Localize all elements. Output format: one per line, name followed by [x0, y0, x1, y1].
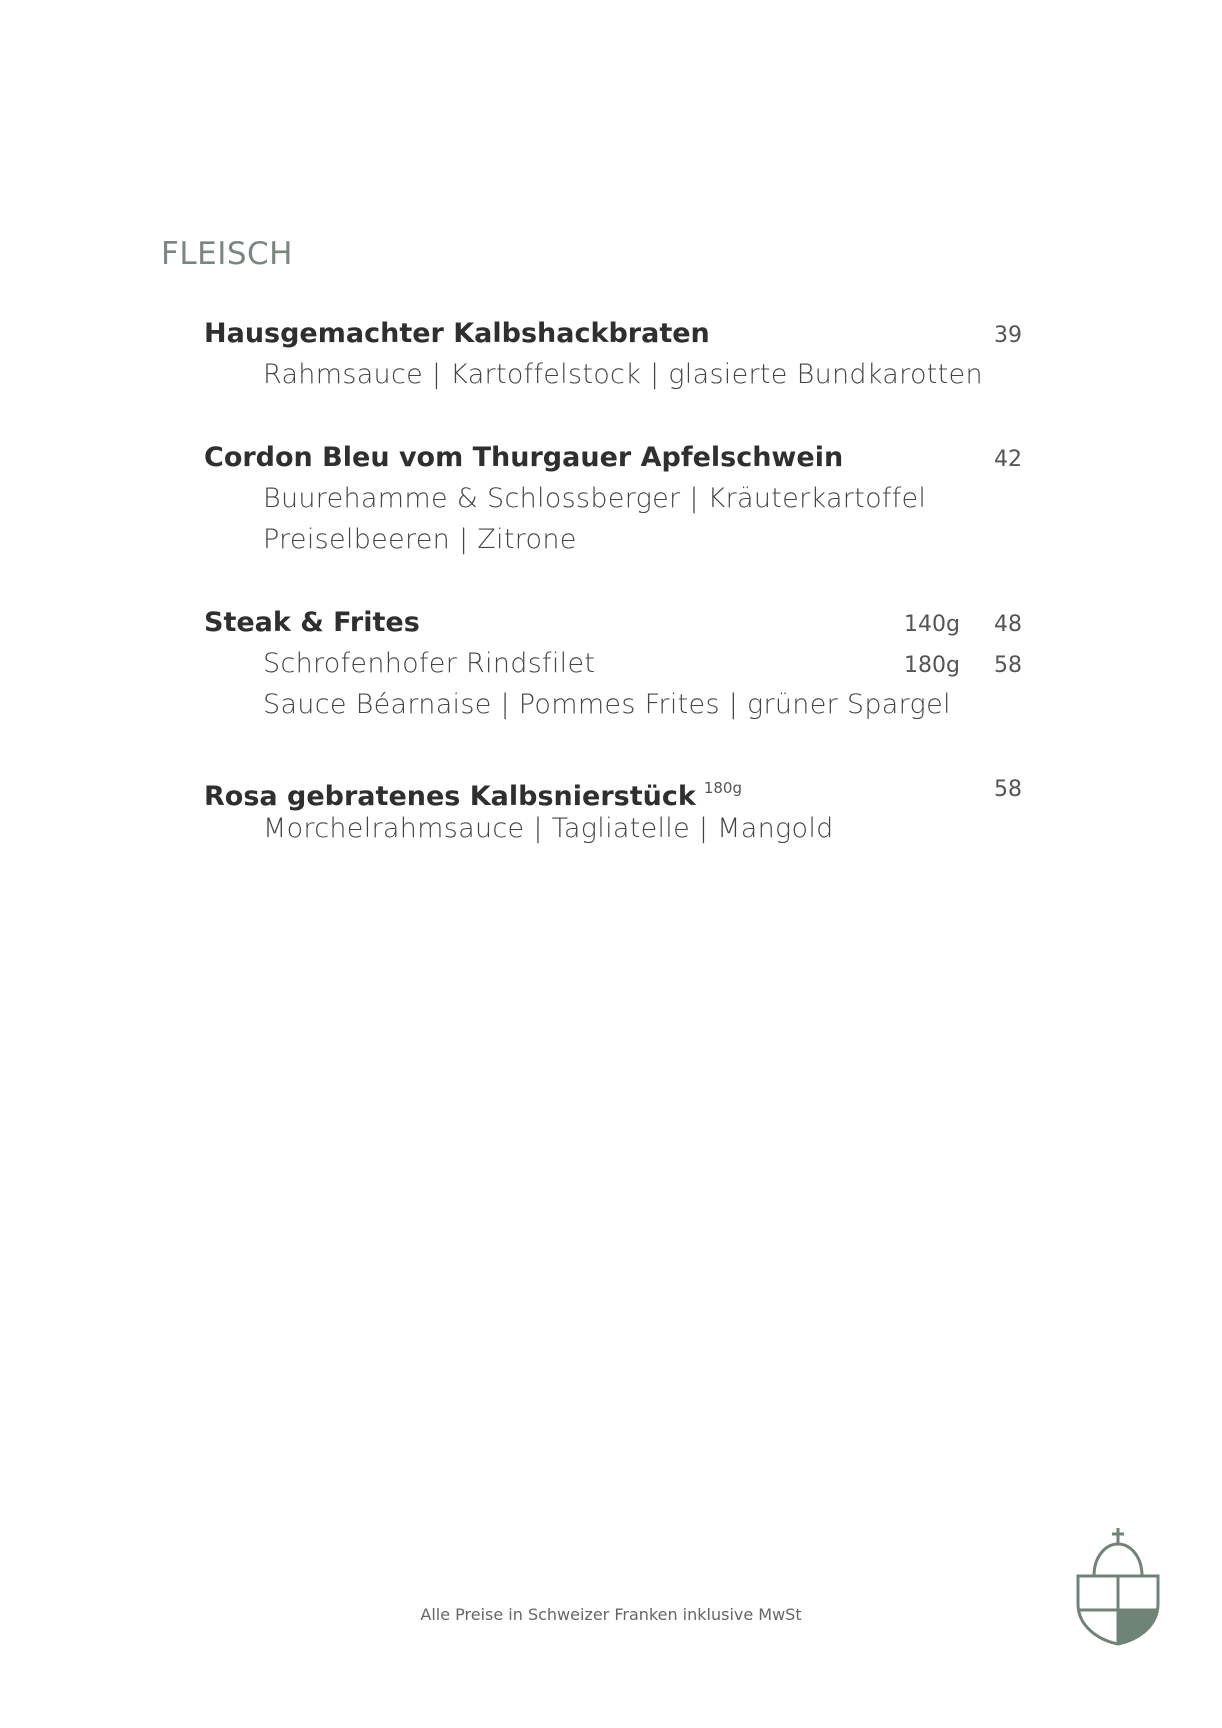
dish-price: 58 [994, 777, 1022, 802]
dish-name-text: Rosa gebratenes Kalbsnierstück [204, 781, 696, 812]
dish-name: Steak & Frites [204, 607, 420, 638]
dish-description: Preiselbeeren | Zitrone [263, 524, 577, 555]
dish-name: Hausgemachter Kalbshackbraten [204, 318, 710, 349]
dish-weight: 140g [904, 612, 960, 637]
dish-price: 39 [994, 323, 1022, 348]
dish-description: Rahmsauce | Kartoffelstock | glasierte Bundkarotten [263, 359, 983, 390]
dish-weight: 180g [904, 653, 960, 678]
dish-name: Cordon Bleu vom Thurgauer Apfelschwein [204, 442, 844, 473]
dish-description: Buurehamme & Schlossberger | Kräuterkartoffel [263, 483, 927, 514]
dish-description: Morchelrahmsauce | Tagliatelle | Mangold [263, 813, 834, 844]
crest-logo [1074, 1526, 1162, 1646]
dish-price: 58 [994, 653, 1022, 678]
dish-description: Sauce Béarnaise | Pommes Frites | grüner Spargel [263, 689, 951, 720]
dish-weight: 180g [703, 779, 742, 797]
crest-icon [1074, 1526, 1162, 1646]
section-title: FLEISCH [161, 236, 293, 272]
dish-price: 42 [994, 447, 1022, 472]
dish-name [204, 768, 742, 812]
price-note: Alle Preise in Schweizer Franken inklusive MwSt [420, 1605, 802, 1624]
dish-price: 48 [994, 612, 1022, 637]
dish-description: Schrofenhofer Rindsfilet [263, 648, 596, 679]
